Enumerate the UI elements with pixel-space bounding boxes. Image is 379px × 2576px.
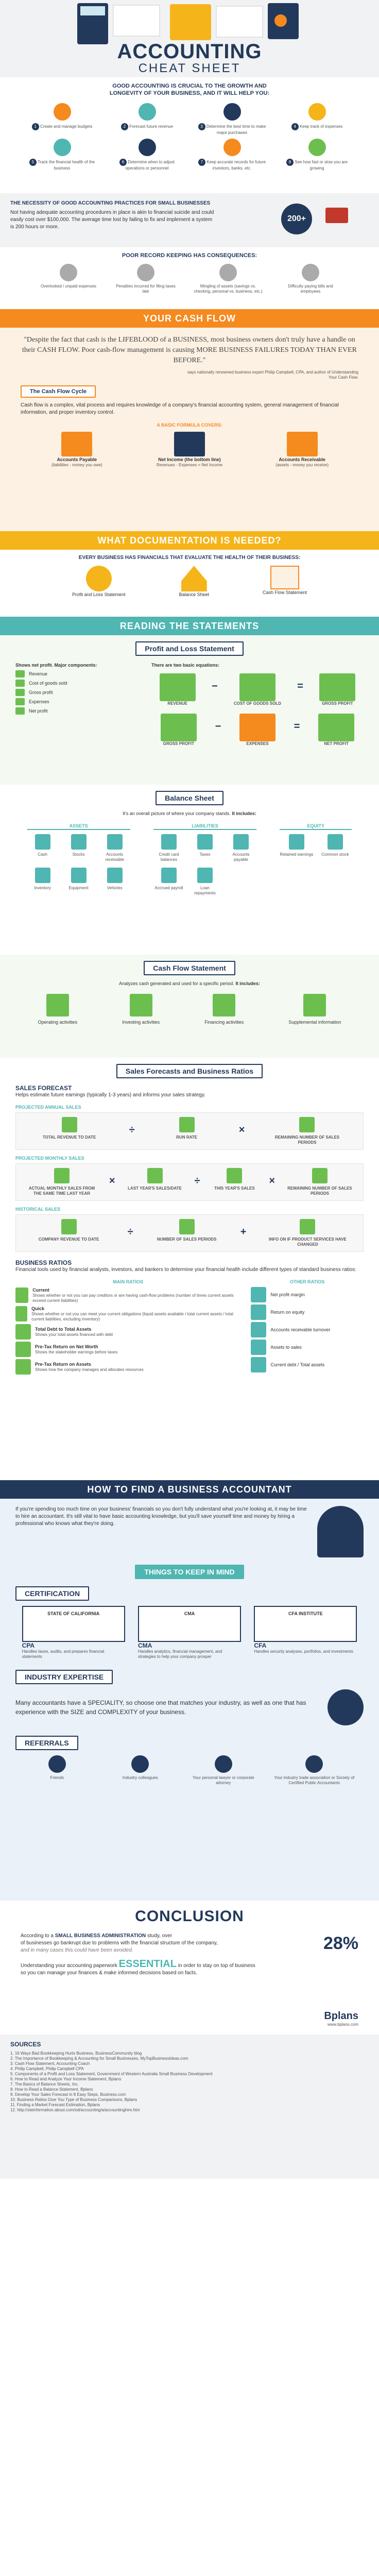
mixing-icon — [219, 264, 237, 281]
col-equity: EQUITY — [280, 823, 352, 830]
main-ratio: Total Debt to Total Assets Shows your total assets financed with debt — [15, 1324, 240, 1340]
calendar-icon — [137, 264, 154, 281]
other-ratios-label: OTHER RATIOS — [289, 1279, 325, 1284]
benefits-grid — [25, 103, 354, 171]
documentation-section — [0, 550, 379, 617]
other-ratio: Assets to sales — [251, 1340, 364, 1355]
title-line-1: ACCOUNTING — [117, 40, 262, 63]
formula-sub: Revenues - Expenses = Net Income — [156, 463, 223, 467]
other-ratio: Net profit margin — [251, 1287, 364, 1302]
source-item: 4. Philip Campbell, Philip Campbell CPA — [10, 2066, 84, 2071]
doc-item: Profit and Loss Statement — [72, 592, 126, 597]
source-item: 12. http://steinformation.about.com/od/accounting/a/accountinghire.htm — [10, 2108, 140, 2112]
necessity-title: THE NECESSITY OF GOOD ACCOUNTING PRACTICES FOR SMALL BUSINESSES — [10, 200, 211, 206]
conclusion-banner: CONCLUSION — [135, 1908, 244, 1925]
pl-section: Profit and Loss Statement Shows net profit. Major components: Revenue Cost of goods sold Gross profit Expenses Net profit There are two basic equations: REVENUE − COST OF GOODS SOLD = GROSS PROFIT GROSS PROFIT − EXPENSES = NET PROFIT — [0, 635, 379, 785]
statements-banner: READING THE STATEMENTS — [0, 617, 379, 635]
benefit-item: 4 Keep track of expenses — [280, 103, 354, 135]
source-item: 11. Finding a Market Forecast Estimation, Bplans — [10, 2103, 100, 2107]
cfs-item: Operating activities — [38, 1020, 78, 1025]
gear-icon — [328, 1689, 364, 1725]
source-item: 1. 16 Ways Bad Bookkeeping Hurts Business, BusinessCommunity blog — [10, 2051, 142, 2056]
formula-label: A BASIC FORMULA COVERS: — [157, 422, 222, 428]
cashflow-statement-section: Cash Flow Statement Analyzes cash generated and used for a specific period. It includes: Operating activities Investing activities Financing activities Supplemental information — [0, 955, 379, 1058]
col-liabilities: LIABILITIES — [153, 823, 256, 830]
cycle-title: The Cash Flow Cycle — [21, 385, 358, 398]
other-ratio: Accounts receivable turnover — [251, 1322, 364, 1337]
formula-sub: (liabilities - money you owe) — [51, 463, 102, 467]
expertise-body: Many accountants have a SPECIALITY, so choose one that matches your industry, as well as one that has experience with the SIZE and COMPLEXITY of your business. — [15, 1699, 306, 1716]
source-item: 7. The Basics of Balance Sheets, Inc. — [10, 2082, 79, 2087]
pl-title: Profit and Loss Statement — [135, 641, 243, 656]
balance-includes: It includes: — [232, 811, 256, 816]
hist-label: HISTORICAL SALES — [15, 1207, 61, 1212]
poor-records-section — [0, 247, 379, 309]
bills-icon — [302, 264, 319, 281]
main-ratio: Pre-Tax Return on Assets Shows how the company manages and allocates resources — [15, 1359, 240, 1375]
pl-component: Cost of goods sold — [15, 680, 139, 687]
benefit-item: 5 Track the financial health of the business — [25, 139, 99, 171]
conclusion-section: CONCLUSION According to a SMALL BUSINESS ADMINISTRATION study, over of businesses go bankrupt due to problems with the financial structure of the company, and in many cases this could have been avoided. 28% Understanding your accounting paperwork ESSENTIAL in order to stay on top of business so you can manage your finances & make informed decisions based on facts. Bplans www.bplans.com — [0, 1901, 379, 2035]
association-icon — [305, 1755, 323, 1773]
factory-icon — [287, 432, 318, 456]
balance-scale-icon — [181, 566, 207, 591]
referrals-title: REFERRALS — [15, 1736, 78, 1750]
building-icon — [61, 432, 92, 456]
monthly-label: PROJECTED MONTHLY SALES — [15, 1156, 84, 1161]
accountant-section: If you're spending too much time on your business' financials so you don't fully understand what you're looking at, it may be time to hire an accountant. It's still vital to have basic accounting knowledge, but you'll save yourself time and money by hiring a professional who knows what they're doing. THINGS TO KEEP IN MIND CERTIFICATION STATE OF CALIFORNIA CPA Handles taxes, audits, and prepares financial statements CMA CMA Handles analytics, financial management, and strategies to help your company prosper CFA INSTITUTE CFA Handles security analyses, portfolios, and investments INDUSTRY EXPERTISE Many accountants have a SPECIALITY, so choose one that matches your industry, as well as one that has experience with the SIZE and COMPLEXITY of your business. REFERRALS Friends Industry colleagues Your personal lawyer or corporate attorney Your industry trade association or Society of Certified Public Accountants — [0, 1499, 379, 1901]
folder-icon — [223, 139, 241, 156]
benefits-section — [0, 77, 379, 193]
other-ratio: Current debt / Total assets — [251, 1357, 364, 1372]
coins-icon — [86, 566, 112, 591]
poor-title: POOR RECORD KEEPING HAS CONSEQUENCES: — [122, 252, 257, 259]
brand-url[interactable]: www.bplans.com — [327, 2022, 358, 2027]
title-line-2: CHEAT SHEET — [138, 61, 241, 75]
annual-label: PROJECTED ANNUAL SALES — [15, 1105, 81, 1110]
balance-title: Balance Sheet — [156, 791, 223, 805]
lawyer-icon — [215, 1755, 232, 1773]
source-item: 3. Cash Flow Statement, Accounting Coach — [10, 2061, 90, 2066]
cert-seal: CFA INSTITUTE — [254, 1606, 357, 1642]
source-item: 10. Business Ratios Give You Type of Business Comparisons, Bplans — [10, 2097, 137, 2102]
main-ratio: Current Shows whether or not you can pay creditors or are having cash-flow problems (number of times current assets exceed current liabilities) — [15, 1287, 240, 1303]
balance-section: Balance Sheet It's an overall picture of where your company stands. It includes: ASSETS Cash Stocks Accounts receivable Inventory Equipment Vehicles LIABILITIES Credit card balances Taxes Accounts payable Accrued payroll Loan repayments EQUITY Retained earnings Common stock — [0, 785, 379, 955]
accountant-banner: HOW TO FIND A BUSINESS ACCOUNTANT — [0, 1480, 379, 1499]
formula-title: Accounts Receivable — [279, 457, 325, 462]
col-assets: ASSETS — [27, 823, 130, 830]
cert-seal: STATE OF CALIFORNIA — [22, 1606, 125, 1642]
main-ratio: Pre-Tax Return on Net Worth Shows the stakeholder earnings before taxes — [15, 1342, 240, 1357]
pl-left-intro: Shows net profit. Major components: — [15, 663, 97, 668]
cfs-item: Supplemental information — [288, 1020, 341, 1025]
cert-title: CERTIFICATION — [15, 1586, 89, 1601]
source-item: 6. How to Read and Analyze Your Income Statement, Bplans — [10, 2077, 122, 2081]
formula-sub: (assets - money you receive) — [275, 463, 329, 467]
main-ratio: Quick Shows whether or not you can meet your current obligations (liquid assets available / total current assets / total current liabilities, excluding inventory) — [15, 1306, 240, 1322]
benefit-item: 7 Keep accurate records for future investors, banks, etc. — [195, 139, 269, 171]
accountant-avatar — [317, 1506, 364, 1557]
cashflow-banner: YOUR CASH FLOW — [0, 309, 379, 328]
pl-component: Gross profit — [15, 689, 139, 696]
expertise-title: INDUSTRY EXPERTISE — [15, 1670, 113, 1684]
benefit-item: 1 Create and manage budgets — [25, 103, 99, 135]
source-item: 2. The Importance of Bookkeeping & Accounting for Small Businesses, MyTopBusinessIdeas.com — [10, 2056, 188, 2061]
necessity-body: Not having adequate accounting procedures in place is akin to financial suicide and could easily cost over $100,000. The average time lost by failing to fix and implement a system is 200 hours or more. — [10, 210, 214, 230]
pulse-icon — [54, 139, 71, 156]
source-item: 8. How to Read a Balance Statement, Bplans — [10, 2087, 93, 2092]
cashflow-attribution: says nationally renowned business expert Philip Campbell, CPA, and author of Understanding Your Cash Flow. — [187, 370, 358, 380]
sources-title: SOURCES — [10, 2041, 41, 2048]
people-icon — [139, 139, 156, 156]
poor-item: Overlooked / unpaid expenses — [40, 284, 97, 289]
doc-item: Cash Flow Statement — [262, 590, 307, 595]
cycle-body: Cash flow is a complex, vital process and requires knowledge of a company's financial accounting system, general management of financial information, and proper inventory control. — [21, 402, 339, 415]
main-ratios-label: MAIN RATIOS — [113, 1279, 144, 1284]
cert-seal: CMA — [138, 1606, 241, 1642]
growth-icon — [308, 139, 326, 156]
sf-title: SALES FORECAST — [15, 1084, 72, 1092]
formula-title: Accounts Payable — [57, 457, 97, 462]
necessity-section — [0, 193, 379, 247]
header-section — [0, 0, 379, 77]
poor-item: Difficulty paying bills and employees — [288, 284, 333, 294]
pl-right-intro: There are two basic equations: — [151, 663, 220, 668]
accountant-intro: If you're spending too much time on your business' financials so you don't fully understand what you're looking at, it may be time to hire an accountant. It's still vital to have basic accounting knowledge, but you'll save yourself time and money by hiring a professional who knows what they're doing. — [15, 1506, 307, 1527]
formula-title: Net Income (the bottom line) — [158, 457, 221, 462]
percent-stat: 28% — [323, 1933, 358, 1953]
brand-logo: Bplans — [324, 2010, 358, 2022]
cfs-title: Cash Flow Statement — [144, 961, 235, 975]
benefit-item: 3 Determine the best time to make major purchases — [195, 103, 269, 135]
line-chart-icon — [270, 566, 299, 589]
documentation-intro: EVERY BUSINESS HAS FINANCIALS THAT EVALUATE THE HEALTH OF THEIR BUSINESS: — [78, 555, 301, 561]
cfs-item: Financing activities — [204, 1020, 244, 1025]
source-item: 5. Components of a Profit and Loss Statement, Government of Western Australia Small Business Development — [10, 2072, 213, 2076]
br-title: BUSINESS RATIOS — [15, 1259, 72, 1266]
benefit-item: 8 See how fast or slow you are growing — [280, 139, 354, 171]
clock-icon — [223, 103, 241, 121]
friends-icon — [48, 1755, 66, 1773]
chart-icon — [139, 103, 156, 121]
page-title — [0, 41, 379, 75]
cfs-intro: Analyzes cash generated and used for a specific period. — [119, 981, 234, 986]
cashflow-quote: "Despite the fact that cash is the LIFEBLOOD of a BUSINESS, most business owners don't truly have a handle on their CASH FLOW. Poor cash-flow management is causing MORE BUSINESS FAILURES TODAY THAN EVER BEFORE." — [22, 336, 357, 364]
clock-badge: 200+ — [281, 204, 312, 234]
keep-label: THINGS TO KEEP IN MIND — [135, 1565, 244, 1579]
colleagues-icon — [131, 1755, 149, 1773]
pl-component: Revenue — [15, 670, 139, 677]
benefit-item: 2 Forecast future revenue — [110, 103, 184, 135]
forecast-title: Sales Forecasts and Business Ratios — [116, 1064, 263, 1078]
doc-item: Balance Sheet — [179, 592, 210, 597]
calculator-icon — [54, 103, 71, 121]
benefit-item: 6 Determine when to adjust operations or personnel — [110, 139, 184, 171]
br-body: Financial tools used by financial analysts, investors, and bankers to determine your financial health include different types of standard business ratios: — [15, 1267, 356, 1273]
cfs-item: Investing activities — [122, 1020, 160, 1025]
receipt-icon — [308, 103, 326, 121]
sf-body: Helps estimate future earnings (typically 1-3 years) and informs your sales strategy. — [15, 1092, 205, 1098]
money-icon — [325, 208, 348, 223]
sources-section — [0, 2035, 379, 2179]
poor-item: Mingling of assets (savings vs. checking, personal vs. business, etc.) — [194, 284, 263, 294]
forecast-section: Sales Forecasts and Business Ratios SALES FORECAST Helps estimate future earnings (typically 1-3 years) and informs your sales strategy. PROJECTED ANNUAL SALES TOTAL REVENUE TO DATE ÷ RUN RATE × REMAINING NUMBER OF SALES PERIODS PROJECTED MONTHLY SALES ACTUAL MONTHLY SALES FROM THE SAME TIME LAST YEAR × LAST YEAR'S SALES/DATE ÷ THIS YEAR'S SALES × REMAINING NUMBER OF SALES PERIODS HISTORICAL SALES COMPANY REVENUE TO DATE ÷ NUMBER OF SALES PERIODS + INFO ON IF PRODUCT SERVICES HAVE CHANGED BUSINESS RATIOS Financial tools used by financial analysts, investors, and bankers to determine your financial health include different types of standard business ratios: MAIN RATIOS Current Shows whether or not you can pay creditors or are having cash-flow problems (number of times current assets exceed current liabilities) Quick Shows whether or not you can meet your current obligations (liquid assets available / total current assets / total current liabilities, excluding inventory) Total Debt to Total Assets Shows your total assets financed with debt Pre-Tax Return on Net Worth Shows the stakeholder earnings before taxes Pre-Tax Return on Assets Shows how the company manages and allocates resources OTHER RATIOS Net profit margin Return on equity Accounts receivable turnover Assets to sales Current debt / Total assets — [0, 1058, 379, 1480]
piggy-bank-icon — [60, 264, 77, 281]
documentation-banner: WHAT DOCUMENTATION IS NEEDED? — [0, 531, 379, 550]
cashflow-section — [0, 328, 379, 531]
pl-component: Expenses — [15, 698, 139, 705]
scale-icon — [174, 432, 205, 456]
pl-component: Net profit — [15, 707, 139, 715]
poor-item: Penalties incurred for filing taxes late — [116, 284, 176, 294]
balance-intro: It's an overall picture of where your company stands. — [123, 811, 231, 816]
other-ratio: Return on equity — [251, 1304, 364, 1320]
benefits-intro: GOOD ACCOUNTING IS CRUCIAL TO THE GROWTH AND LONGEVITY OF YOUR BUSINESS, AND IT WILL HELP YOU: — [109, 83, 270, 96]
source-item: 9. Develop Your Sales Forecast in 8 Easy Steps, Business.com — [10, 2092, 126, 2097]
